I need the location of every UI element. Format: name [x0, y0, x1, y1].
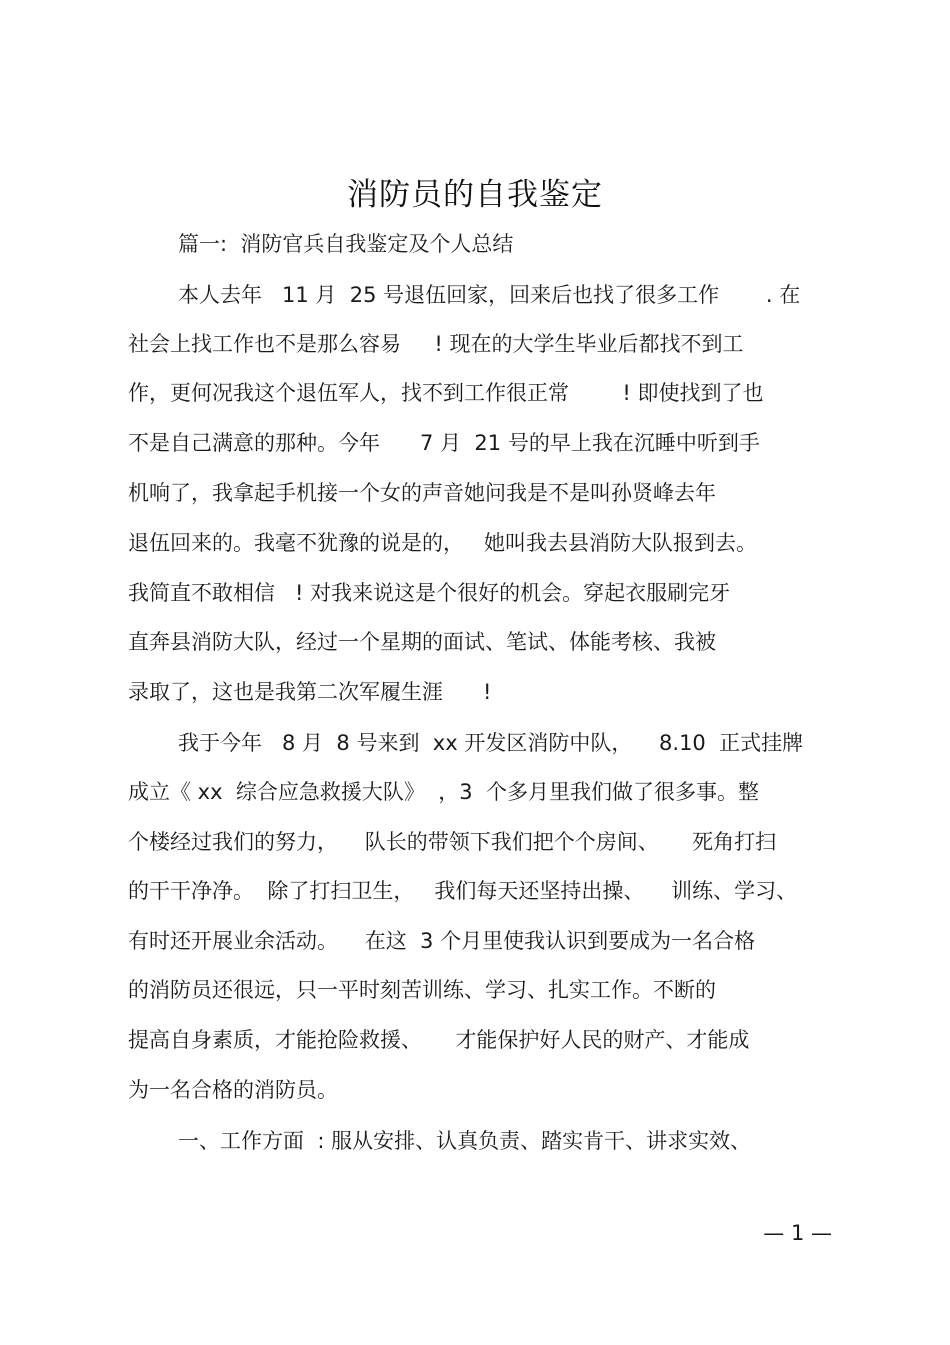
paragraph-line: 提高自身素质，才能抢险救援、 才能保护好人民的财产、才能成: [128, 1028, 750, 1052]
section-heading: 一、工作方面 : 服从安排、认真负责、踏实肯干、讲求实效、: [178, 1129, 752, 1153]
paragraph-line: 个楼经过我们的努力， 队长的带领下我们把个个房间、 死角打扫: [128, 830, 777, 854]
paragraph-line: 有时还开展业余活动。 在这 3 个月里使我认识到要成为一名合格: [128, 929, 756, 953]
paragraph-line: 作，更何况我这个退伍军人，找不到工作很正常 ! 即使找到了也: [128, 381, 764, 405]
paragraph-line: 不是自己满意的那种。今年 7 月 21 号的早上我在沉睡中听到手: [128, 431, 760, 455]
paragraph-line: 机响了，我拿起手机接一个女的声音她问我是不是叫孙贤峰去年: [128, 481, 716, 505]
paragraph-line: 的干干净净。 除了打扫卫生， 我们每天还坚持出操、 训练、学习、: [128, 879, 798, 903]
section-heading: 篇一: 消防官兵自我鉴定及个人总结: [178, 232, 514, 256]
paragraph-line: 我简直不敢相信 ! 对我来说这是个很好的机会。穿起衣服刷完牙: [128, 581, 731, 605]
paragraph-line: 成立《 xx 综合应急救援大队》 ，3 个多月里我们做了很多事。整: [128, 780, 759, 804]
paragraph-line: 录取了，这也是我第二次军履生涯 !: [128, 680, 492, 704]
paragraph-line: 的消防员还很远，只一平时刻苦训练、学习、扎实工作。不断的: [128, 978, 716, 1002]
paragraph-line: 社会上找工作也不是那么容易 ! 现在的大学生毕业后都找不到工: [128, 332, 744, 356]
document-title: 消防员的自我鉴定: [347, 177, 603, 213]
paragraph-line: 退伍回来的。我毫不犹豫的说是的， 她叫我去县消防大队报到去。: [128, 531, 758, 555]
paragraph-line: 为一名合格的消防员。: [128, 1078, 338, 1102]
paragraph-line: 本人去年 11 月 25 号退伍回家，回来后也找了很多工作 . 在: [178, 283, 801, 307]
paragraph-line: 我于今年 8 月 8 号来到 xx 开发区消防中队， 8.10 正式挂牌: [178, 731, 804, 755]
page-number: — 1 —: [763, 1221, 832, 1245]
paragraph-line: 直奔县消防大队，经过一个星期的面试、笔试、体能考核、我被: [128, 630, 716, 654]
